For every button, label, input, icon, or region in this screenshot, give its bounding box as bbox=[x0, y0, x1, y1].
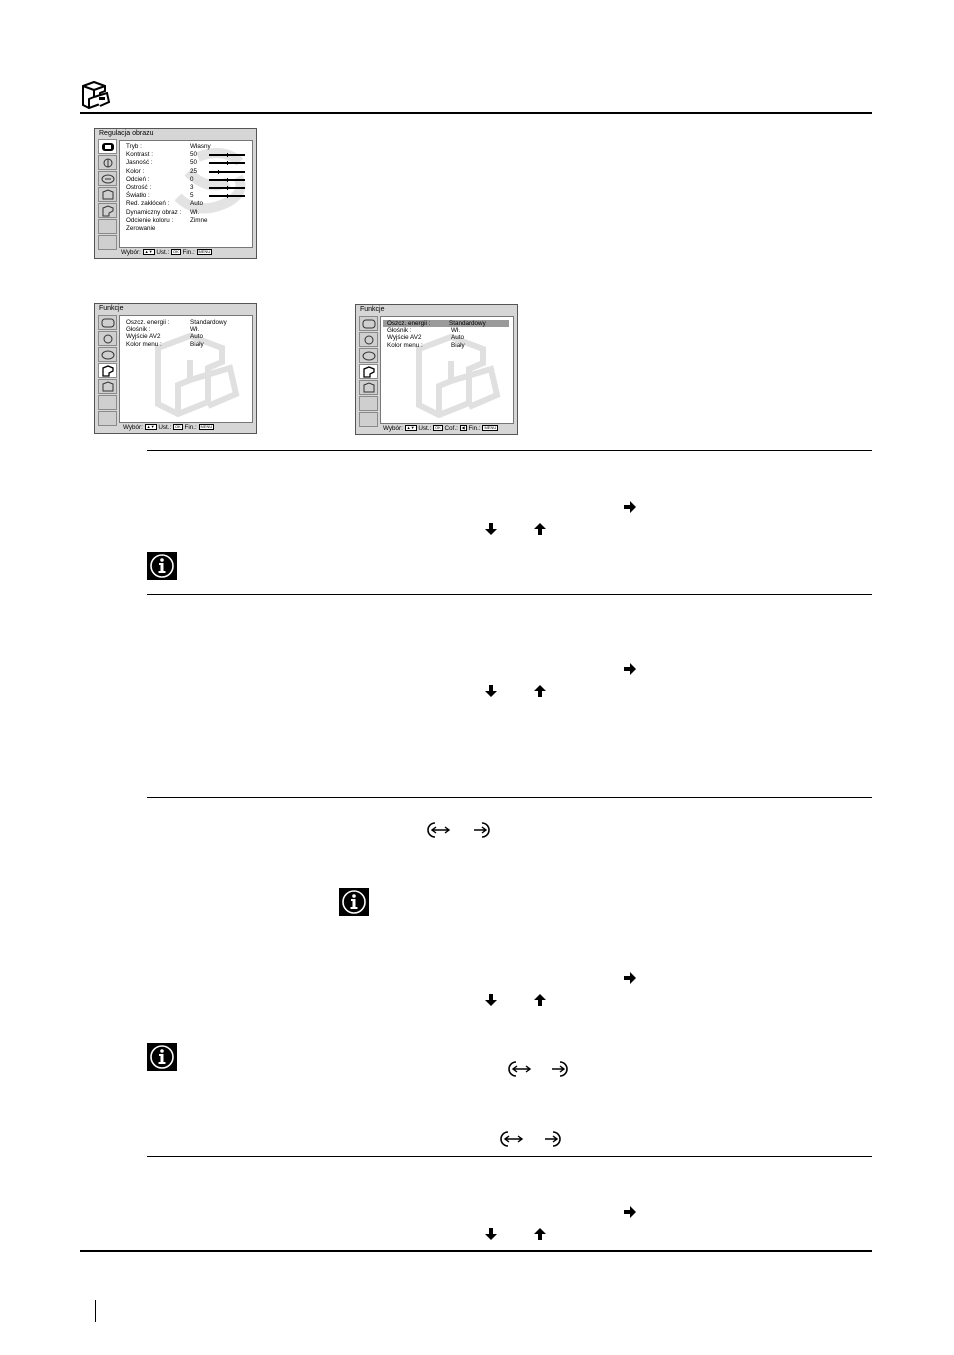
menu-row[interactable] bbox=[126, 175, 194, 183]
menu-sidebar bbox=[98, 315, 117, 427]
menu-key: MENU bbox=[198, 249, 211, 255]
menu-row-label: Zerowanie bbox=[126, 225, 156, 232]
footer-end: Fin.: bbox=[182, 249, 195, 256]
picture-tab-icon bbox=[359, 316, 378, 331]
updown-key-icon: ▲▼ bbox=[406, 425, 415, 431]
menu-row-value: Auto bbox=[190, 333, 203, 341]
av-input-icon bbox=[472, 821, 496, 839]
info-icon bbox=[147, 1043, 177, 1071]
up-arrow-icon bbox=[533, 1227, 547, 1241]
level-bar bbox=[209, 162, 245, 164]
menu-row[interactable] bbox=[126, 333, 203, 341]
section-rule bbox=[147, 450, 872, 451]
timer-tab-icon bbox=[98, 347, 117, 362]
menu-row-label: Oszcz. energii : bbox=[126, 319, 170, 326]
setup-tab-icon bbox=[98, 187, 117, 202]
empty-tab bbox=[98, 411, 117, 426]
ok-key: OK bbox=[173, 249, 179, 255]
picture-tab-icon bbox=[98, 315, 117, 330]
menu-row-label: Odcienie koloru : bbox=[126, 216, 174, 224]
menu-title: Funkcje bbox=[360, 306, 385, 313]
menu-pane bbox=[119, 315, 253, 423]
down-arrow-icon bbox=[484, 993, 498, 1007]
menu-row-label: Kolor : bbox=[126, 167, 145, 175]
menu-row-value: Własny bbox=[190, 143, 211, 150]
up-arrow-icon bbox=[533, 993, 547, 1007]
menu-row-label: Oszcz. energii : bbox=[387, 320, 431, 327]
menu-title: Regulacja obrazu bbox=[99, 130, 154, 137]
menu-pane bbox=[119, 140, 253, 248]
header-rule bbox=[80, 112, 872, 114]
menu-row-label: Jasność : bbox=[126, 159, 153, 167]
footer-end: Fin.: bbox=[184, 424, 197, 431]
info-icon bbox=[147, 552, 177, 580]
menu-row[interactable] bbox=[126, 167, 198, 175]
menu-row-label: Kolor menu : bbox=[126, 340, 162, 348]
menu-row-value: 0 bbox=[190, 175, 194, 183]
down-arrow-icon bbox=[484, 1227, 498, 1241]
menu-title: Funkcje bbox=[99, 305, 124, 312]
menu-row[interactable] bbox=[126, 326, 200, 334]
menu-row-label: Wyjście AV2 bbox=[387, 334, 422, 342]
level-marker bbox=[227, 161, 228, 165]
info-icon bbox=[339, 888, 369, 916]
menu-row-label: Wyjście AV2 bbox=[126, 333, 161, 341]
menu-row[interactable] bbox=[126, 208, 200, 216]
footer-select: Wybór: bbox=[383, 425, 403, 432]
picture-tab-icon bbox=[98, 139, 117, 154]
right-arrow-icon bbox=[623, 662, 637, 676]
timer-tab-icon bbox=[98, 171, 117, 186]
footer-rule bbox=[80, 1250, 872, 1252]
menu-row[interactable] bbox=[387, 327, 461, 335]
menu-key: MENU bbox=[484, 425, 497, 431]
menu-row-value: 5 bbox=[190, 192, 194, 200]
level-marker bbox=[227, 194, 228, 198]
menu-row-label: Tryb : bbox=[126, 143, 142, 150]
level-bar bbox=[209, 171, 245, 173]
av-in-out-icon bbox=[425, 821, 453, 839]
right-arrow-icon bbox=[623, 500, 637, 514]
footer-end: Fin.: bbox=[468, 425, 481, 432]
menu-row-value: Auto bbox=[190, 200, 203, 208]
left-key-icon: ◀ bbox=[461, 425, 465, 431]
section-rule bbox=[147, 1156, 872, 1157]
footer-select: Wybór: bbox=[121, 249, 141, 256]
menu-row-value: Standardowy bbox=[190, 319, 227, 326]
right-arrow-icon bbox=[623, 1205, 637, 1219]
menu-row[interactable] bbox=[126, 225, 155, 232]
menu-footer bbox=[123, 424, 214, 431]
level-marker bbox=[227, 186, 228, 190]
menu-row-value: Biały bbox=[451, 341, 465, 349]
level-marker bbox=[227, 178, 228, 182]
down-arrow-icon bbox=[484, 684, 498, 698]
setup-tab-icon bbox=[98, 379, 117, 394]
down-arrow-icon bbox=[484, 522, 498, 536]
picture-watermark-icon bbox=[168, 147, 248, 217]
menu-row-value: 50 bbox=[190, 151, 198, 159]
sound-tab-icon bbox=[359, 332, 378, 347]
menu-row-label: Głośnik : bbox=[387, 327, 412, 335]
menu-row[interactable] bbox=[387, 334, 464, 342]
menu-row-value: Biały bbox=[190, 340, 204, 348]
menu-row-label: Kontrast : bbox=[126, 151, 153, 159]
up-arrow-icon bbox=[533, 522, 547, 536]
level-bar bbox=[209, 179, 245, 181]
av-in-out-icon bbox=[498, 1130, 526, 1148]
function-menu-screen-a bbox=[94, 303, 257, 434]
menu-row-value: Wł. bbox=[451, 327, 461, 335]
right-arrow-icon bbox=[623, 971, 637, 985]
updown-key-icon: ▲▼ bbox=[146, 424, 155, 430]
section-rule bbox=[147, 594, 872, 595]
menu-footer bbox=[121, 249, 212, 256]
up-arrow-icon bbox=[533, 684, 547, 698]
footer-set: Ust.: bbox=[418, 425, 432, 432]
level-bar bbox=[209, 195, 245, 197]
empty-tab bbox=[359, 396, 378, 411]
menu-row-label: Odcień : bbox=[126, 175, 150, 183]
menu-row-value: 25 bbox=[190, 167, 198, 175]
footer-set: Ust.: bbox=[158, 424, 172, 431]
menu-row-label: Światło : bbox=[126, 192, 150, 200]
picture-menu-screen bbox=[94, 128, 257, 259]
sound-tab-icon bbox=[98, 331, 117, 346]
menu-row-label: Dynamiczny obraz : bbox=[126, 208, 182, 216]
level-marker bbox=[218, 170, 219, 174]
av-in-out-icon bbox=[506, 1060, 534, 1078]
menu-row-value: Auto bbox=[451, 334, 464, 342]
menu-row-value: Standardowy bbox=[449, 320, 486, 327]
menu-row[interactable] bbox=[126, 340, 204, 348]
menu-row-label: Głośnik : bbox=[126, 326, 151, 334]
menu-row[interactable] bbox=[126, 184, 194, 191]
updown-key-icon: ▲▼ bbox=[144, 249, 153, 255]
sound-tab-icon bbox=[98, 155, 117, 170]
section-rule bbox=[147, 797, 872, 798]
menu-row-label: Red. zakłóceń : bbox=[126, 200, 170, 208]
menu-row-label: Kolor menu : bbox=[387, 341, 423, 349]
menu-pane bbox=[380, 316, 514, 424]
menu-row[interactable] bbox=[387, 341, 465, 349]
menu-row[interactable] bbox=[126, 216, 208, 224]
av-input-icon bbox=[543, 1130, 567, 1148]
menu-row-value: Wł. bbox=[190, 326, 200, 334]
setup-tab-icon bbox=[359, 380, 378, 395]
level-bar bbox=[209, 187, 245, 189]
menu-sidebar bbox=[98, 139, 117, 251]
menu-row[interactable] bbox=[383, 320, 509, 327]
empty-tab bbox=[98, 219, 117, 234]
function-menu-icon bbox=[80, 80, 112, 110]
function-tab-icon bbox=[98, 203, 117, 218]
level-marker bbox=[227, 153, 228, 157]
ok-key: OK bbox=[175, 424, 181, 430]
menu-row-value: Wł. bbox=[190, 208, 200, 216]
menu-key: MENU bbox=[200, 424, 213, 430]
page-number-rule bbox=[95, 1300, 96, 1322]
menu-row-label: Ostrość : bbox=[126, 184, 152, 191]
footer-set: Ust.: bbox=[156, 249, 170, 256]
menu-sidebar bbox=[359, 316, 378, 428]
menu-row-value: Zimne bbox=[190, 216, 208, 224]
function-tab-icon bbox=[359, 364, 378, 379]
menu-row[interactable] bbox=[126, 151, 198, 159]
empty-tab bbox=[98, 235, 117, 250]
menu-row-value: 3 bbox=[190, 184, 194, 191]
empty-tab bbox=[359, 412, 378, 427]
menu-row[interactable] bbox=[126, 159, 198, 167]
empty-tab bbox=[98, 395, 117, 410]
menu-row-value: 50 bbox=[190, 159, 198, 167]
menu-row[interactable] bbox=[126, 192, 194, 200]
menu-row[interactable] bbox=[126, 200, 203, 208]
level-bar bbox=[209, 154, 245, 156]
footer-back: Cof.: bbox=[444, 425, 458, 432]
footer-select: Wybór: bbox=[123, 424, 143, 431]
av-input-icon bbox=[550, 1060, 574, 1078]
menu-row[interactable] bbox=[126, 143, 211, 150]
ok-key: OK bbox=[435, 425, 441, 431]
timer-tab-icon bbox=[359, 348, 378, 363]
menu-row[interactable] bbox=[126, 319, 227, 326]
menu-footer bbox=[383, 425, 498, 432]
function-tab-icon bbox=[98, 363, 117, 378]
function-menu-screen-b bbox=[355, 304, 518, 435]
